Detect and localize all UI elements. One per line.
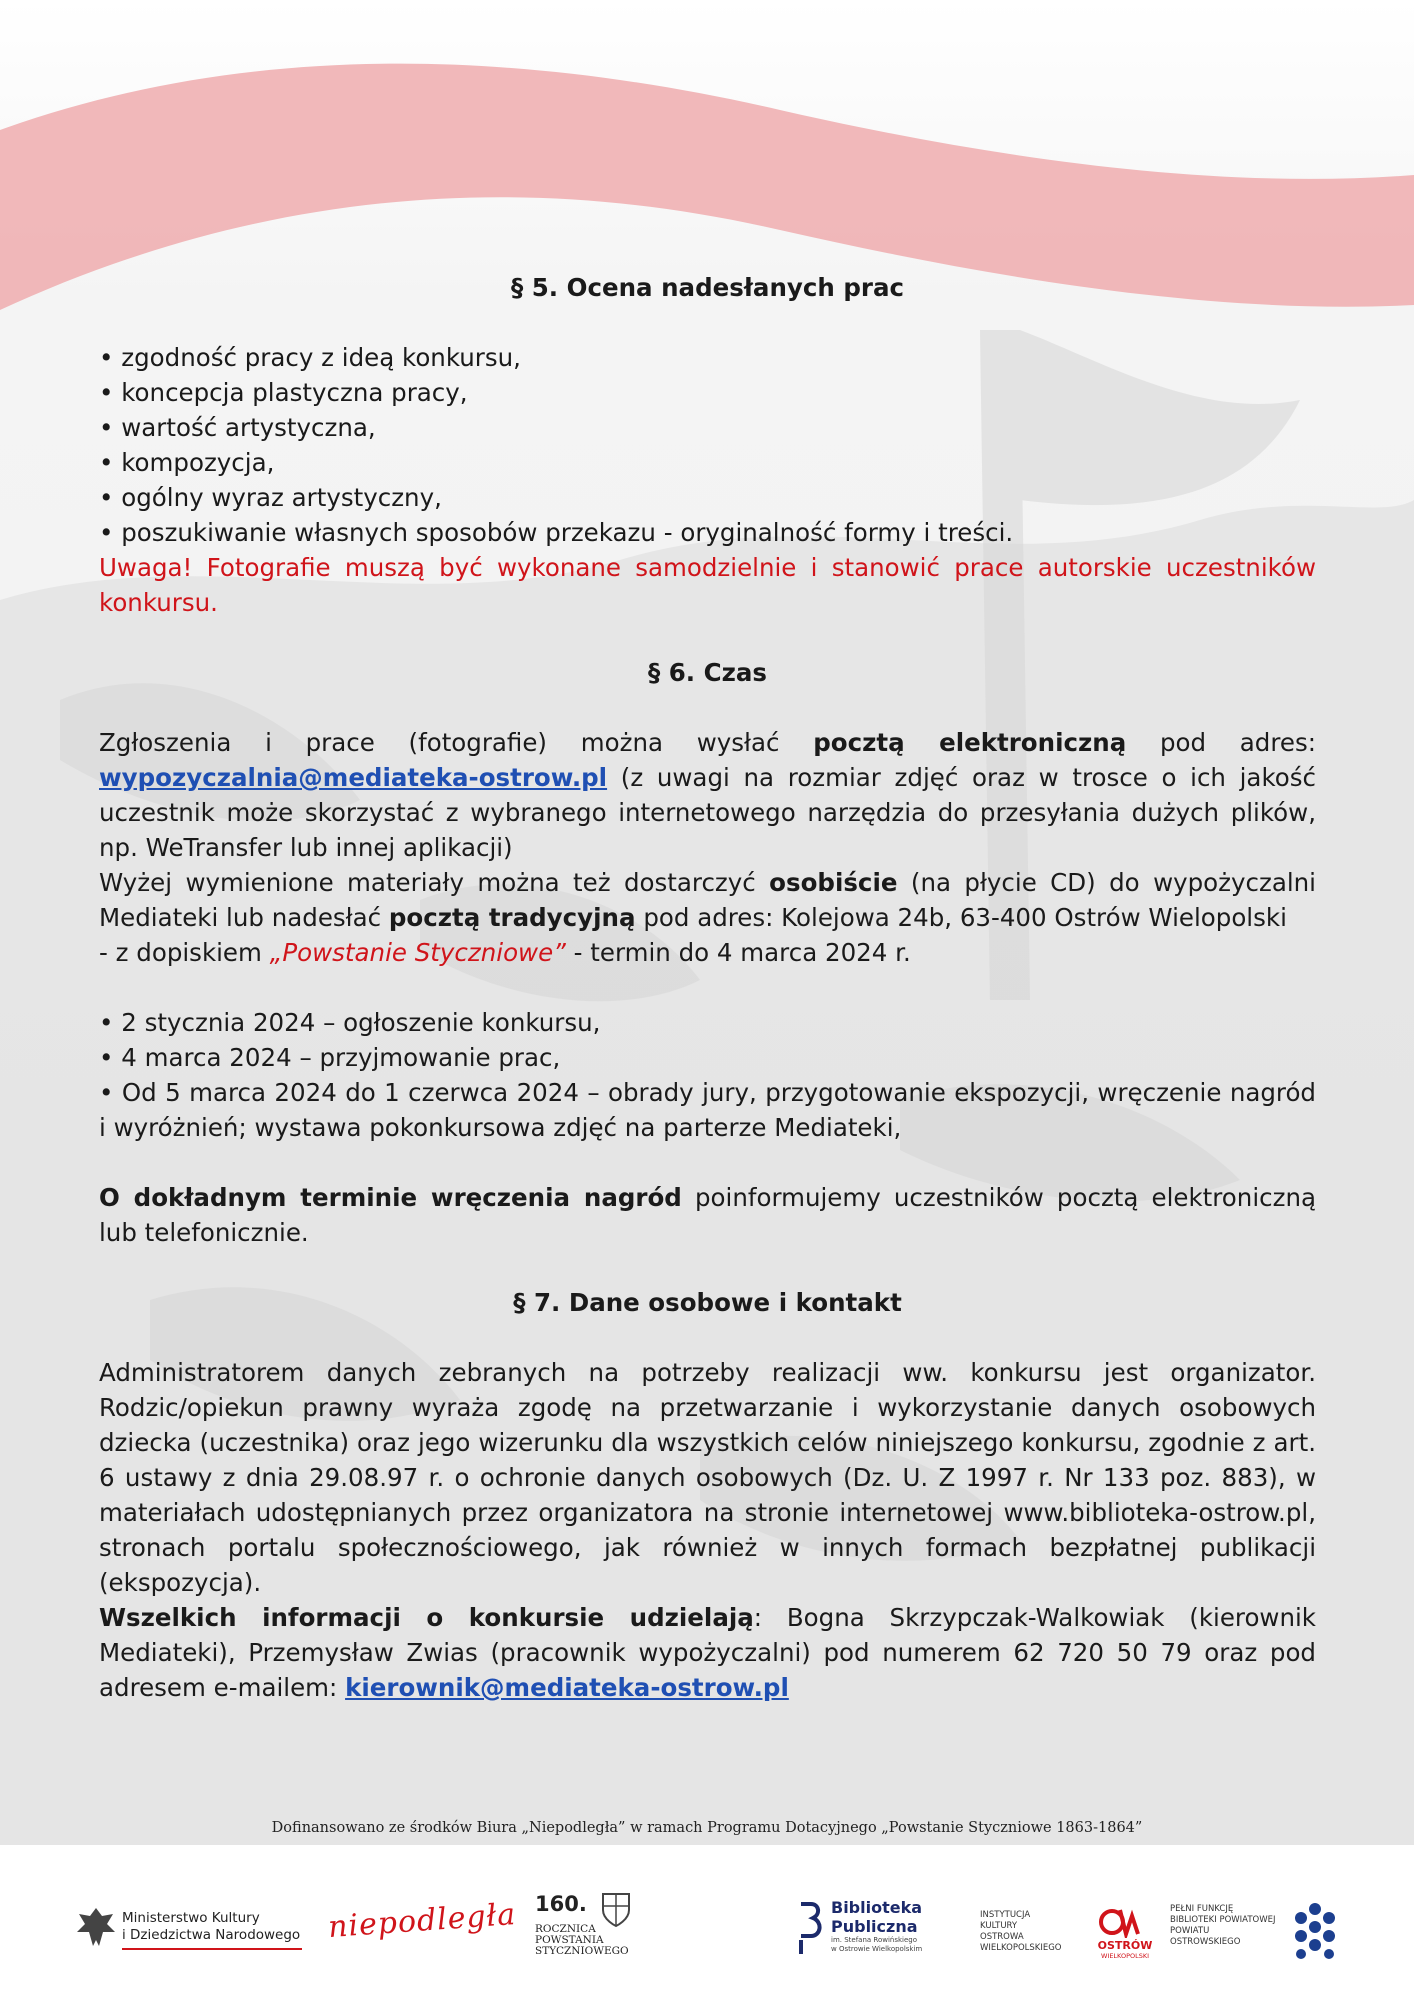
criteria-item: • poszukiwanie własnych sposobów przekazu - oryginalność formy i treści. (99, 518, 1014, 547)
eagle-icon (75, 1904, 117, 1952)
email-delivery-emphasis: pocztą elektroniczną (813, 728, 1127, 757)
schedule-item: • Od 5 marca 2024 do 1 czerwca 2024 – obrady jury, przygotowanie ekspozycji, wręczenie nagród i wyróżnień; wystawa pokonkursowa zdjęć na parterze Mediateki, (99, 1078, 1316, 1142)
data-protection-paragraph: Administratorem danych zebranych na potrzeby realizacji ww. konkursu jest organizator. Rodzic/opiekun prawny wyraża zgodę na przetwarzanie i wykorzystanie danych osobowych dziecka (uczestnika) oraz jego wizerunku dla wszystkich celów niniejszego konkursu, zgodnie z art. 6 ustawy z dnia 29.08.97 r. o ochronie danych osobowych (Dz. U. Z 1997 r. Nr 133 poz. 883), w materiałach udostępnianych przez organizatora na stronie internetowej www.biblioteka-ostrow.pl, stronach portalu społecznościowego, jak również w innych formach bezpłatnej publikacji (ekspozycja). (99, 1358, 1316, 1597)
crest-icon (599, 1888, 633, 1928)
funding-note: Dofinansowano ze środków Biura „Niepodległa” w ramach Programu Dotacyjnego „Powstanie Styczniowe 1863-1864” (271, 1820, 1143, 1836)
section-6-heading: § 6. Czas (647, 658, 768, 687)
delivery-paragraph: Wyżej wymienione materiały można też dostarczyć osobiście (na płycie CD) do wypożyczalni Mediateki lub nadesłać pocztą tradycyjną pod adres: Kolejowa 24b, 63-400 Ostrów Wielopolski (99, 868, 1316, 932)
criteria-item: • zgodność pracy z ideą konkursu, (99, 343, 521, 372)
ostrow-mark-icon (1098, 1906, 1142, 1938)
culture-institution-label: INSTYTUCJA KULTURY OSTROWA WIELKOPOLSKIEGO (980, 1910, 1062, 1953)
submission-email-link[interactable]: wypozyczalnia@mediateka-ostrow.pl (99, 763, 608, 792)
library-b-icon (797, 1900, 825, 1958)
ministry-logo: Ministerstwo Kultury i Dziedzictwa Narodowego (75, 1904, 305, 1954)
county-dots-logo-icon (1290, 1902, 1340, 1960)
criteria-item: • koncepcja plastyczna pracy, (99, 378, 468, 407)
county-library-label: PEŁNI FUNKCJĘ BIBLIOTEKI POWIATOWEJ POWIATU OSTROWSKIEGO (1170, 1904, 1276, 1947)
document-body (99, 270, 1316, 1705)
annotation-title: „Powstanie Styczniowe” (269, 938, 566, 967)
contact-email-link[interactable]: kierownik@mediateka-ostrow.pl (345, 1673, 789, 1702)
award-date-paragraph: O dokładnym terminie wręczenia nagród poinformujemy uczestników pocztą elektroniczną lub telefonicznie. (99, 1183, 1317, 1247)
criteria-item: • ogólny wyraz artystyczny, (99, 483, 442, 512)
in-person-emphasis: osobiście (769, 868, 898, 897)
section-5-heading: § 5. Ocena nadesłanych prac (510, 273, 905, 302)
section-7-heading: § 7. Dane osobowe i kontakt (513, 1288, 902, 1317)
submission-paragraph: Zgłoszenia i prace (fotografie) można wysłać pocztą elektroniczną pod adres: wypozyczalnia@mediateka-ostrow.pl (z uwagi na rozmiar zdjęć oraz w trosce o ich jakość uczestnik może skorzystać z wybranego internetowego narzędzia do przesyłania dużych plików, np. WeTransfer lub innej aplikacji) (99, 728, 1316, 862)
schedule-item: • 2 stycznia 2024 – ogłoszenie konkursu, (99, 1008, 601, 1037)
ostrow-logo: OSTRÓW WIELKOPOLSKI (1090, 1906, 1160, 1971)
postal-emphasis: pocztą tradycyjną (388, 903, 636, 932)
anniversary-logo: 160. ROCZNICA POWSTANIA STYCZNIOWEGO (533, 1888, 653, 1973)
schedule-item: • 4 marca 2024 – przyjmowanie prac, (99, 1043, 561, 1072)
sponsor-logos (0, 1880, 1414, 1980)
contact-paragraph: Wszelkich informacji o konkursie udzielają: Bogna Skrzypczak-Walkowiak (kierownik Mediateki), Przemysław Zwias (pracownik wypożyczalni) pod numerem 62 720 50 79 oraz pod adresem e-mailem: kierownik@mediateka-ostrow.pl (99, 1603, 1316, 1702)
criteria-item: • wartość artystyczna, (99, 413, 376, 442)
niepodlegla-logo: niepodległa (326, 1897, 518, 1946)
deadline-line: - z dopiskiem „Powstanie Styczniowe” - termin do 4 marca 2024 r. (99, 938, 911, 967)
library-logo: Biblioteka Publiczna im. Stefana Rowińskiego w Ostrowie Wielkopolskim (797, 1898, 947, 1968)
warning-note: Uwaga! Fotografie muszą być wykonane samodzielnie i stanowić prace autorskie uczestników konkursu. (99, 553, 1316, 617)
criteria-item: • kompozycja, (99, 448, 275, 477)
